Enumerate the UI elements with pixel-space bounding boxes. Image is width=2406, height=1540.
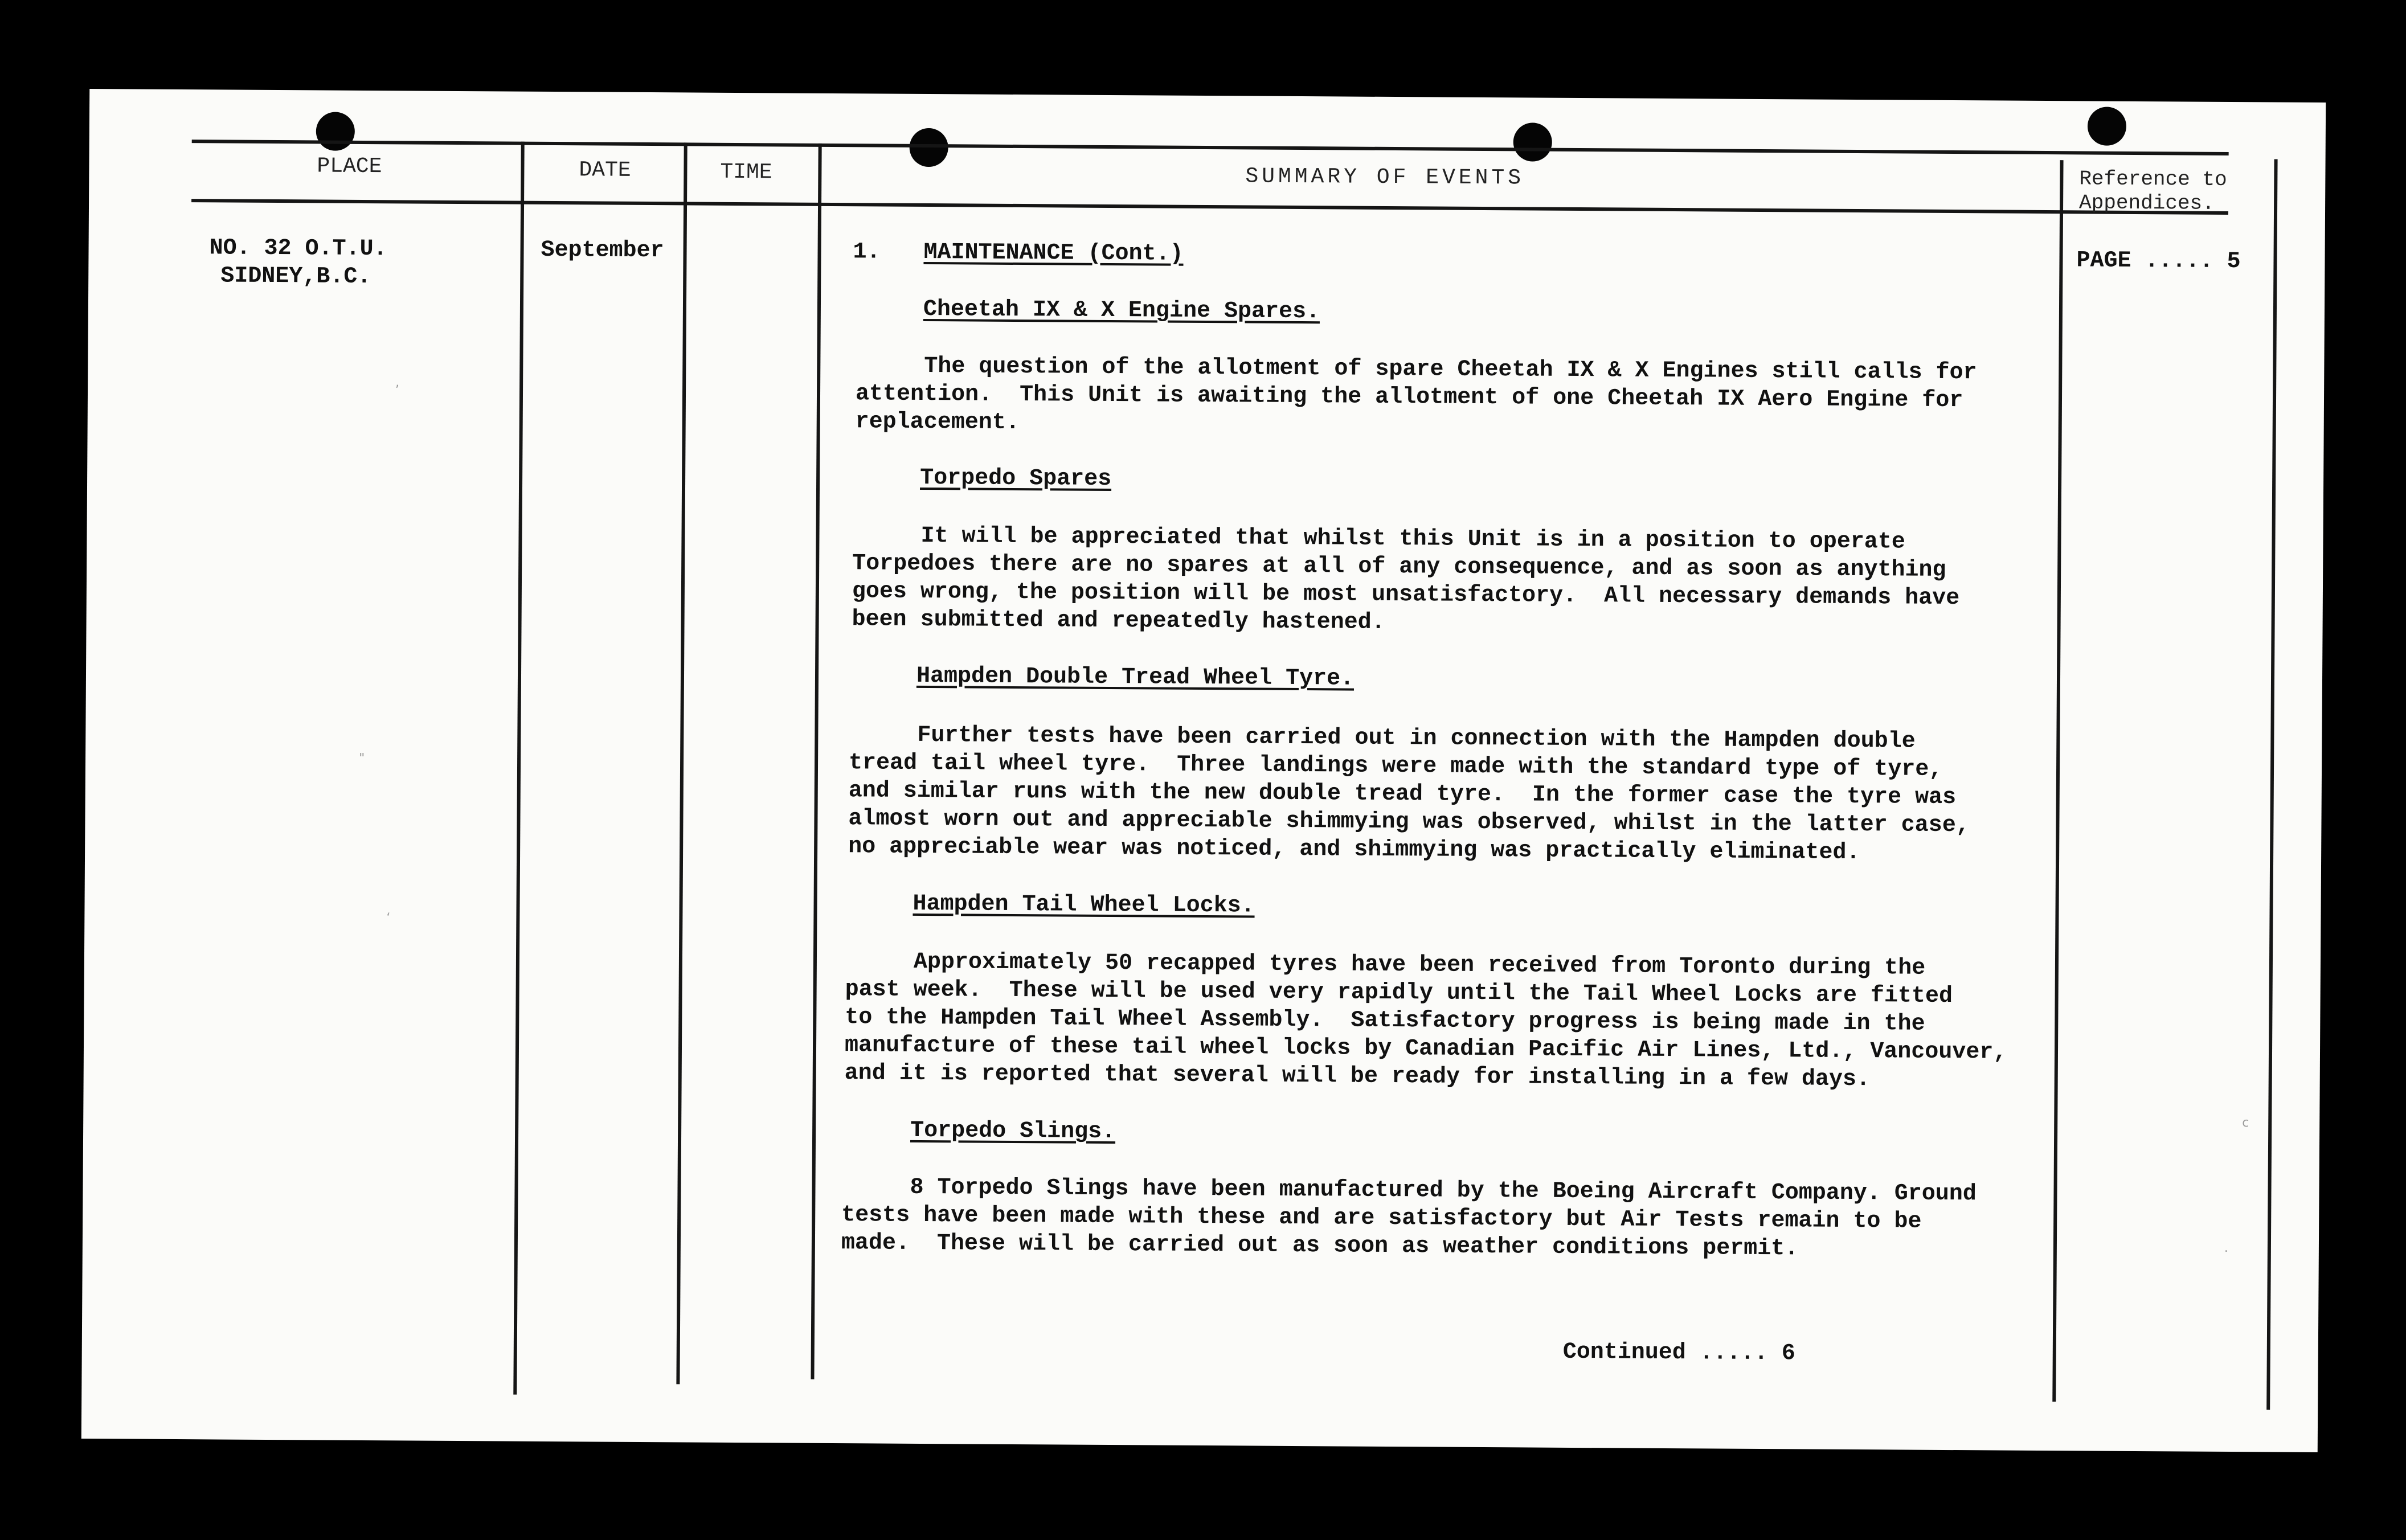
column-divider-summary-reference — [2052, 160, 2063, 1402]
scan-speck: ʻ — [386, 911, 391, 925]
place-line2: SIDNEY,B.C. — [220, 263, 371, 290]
column-divider-place-date — [513, 142, 524, 1395]
document-page — [81, 89, 2326, 1452]
section-title: MAINTENANCE (Cont.) — [923, 239, 1184, 267]
body-line: tread tail wheel tyre. Three landings were made with the standard type of tyre, — [848, 750, 1943, 783]
body-line: tests have been made with these and are satisfactory but Air Tests remain to be — [841, 1202, 1922, 1235]
body-line: almost worn out and appreciable shimmying was observed, whilst in the latter case, — [848, 806, 1970, 839]
scan-speck: . — [2224, 1240, 2228, 1256]
section-number: 1. — [853, 239, 881, 265]
scan-speck: c — [2242, 1116, 2249, 1131]
column-divider-time-summary — [811, 144, 821, 1379]
subsection-heading: Hampden Tail Wheel Locks. — [913, 891, 1255, 919]
page-right-rule — [2266, 159, 2277, 1410]
subsection-heading: Torpedo Spares — [919, 465, 1112, 493]
body-line: Approximately 50 recapped tyres have been received from Toronto during the — [845, 949, 1926, 981]
body-line: replacement. — [855, 409, 1020, 436]
header-reference-line2: Appendices. — [2078, 191, 2215, 215]
scan-speck: , — [395, 375, 400, 390]
punch-hole — [2088, 107, 2126, 145]
header-top-rule — [192, 140, 2229, 155]
header-time: TIME — [720, 159, 772, 185]
header-place: PLACE — [317, 154, 382, 179]
body-line: been submitted and repeatedly hastened. — [852, 607, 1385, 636]
body-line: to the Hampden Tail Wheel Assembly. Satisfactory progress is being made in the — [845, 1005, 1925, 1037]
scan-speck: " — [359, 751, 365, 766]
header-summary-of-events: SUMMARY OF EVENTS — [1245, 164, 1525, 191]
body-line: Torpedoes there are no spares at all of any consequence, and as soon as anything — [852, 551, 1946, 583]
body-line: goes wrong, the position will be most unsatisfactory. All necessary demands have — [852, 579, 1960, 612]
body-line: past week. These will be used very rapidly until the Tail Wheel Locks are fitted — [845, 977, 1953, 1010]
body-line: Further tests have been carried out in connection with the Hampden double — [849, 722, 1916, 755]
place-line1: NO. 32 O.T.U. — [209, 235, 387, 263]
continued-note: Continued ..... 6 — [1562, 1339, 1795, 1367]
body-line: made. These will be carried out as soon as weather conditions permit. — [841, 1230, 1799, 1262]
body-line: 8 Torpedo Slings have been manufactured by the Boeing Aircraft Company. Ground — [841, 1174, 1977, 1207]
body-line: and similar runs with the new double tread tyre. In the former case the tyre was — [848, 778, 1957, 811]
body-line: The question of the allotment of spare Cheetah IX & X Engines still calls for — [856, 353, 1977, 386]
subsection-heading: Hampden Double Tread Wheel Tyre. — [916, 663, 1355, 692]
header-date: DATE — [579, 158, 631, 183]
punch-hole — [1513, 122, 1552, 161]
page-reference: PAGE ..... 5 — [2076, 248, 2241, 275]
body-line: attention. This Unit is awaiting the allotment of one Cheetah IX Aero Engine for — [855, 381, 1963, 414]
body-line: manufacture of these tail wheel locks by Canadian Pacific Air Lines, Ltd., Vancouver, — [844, 1033, 2007, 1066]
header-reference-line1: Reference to — [2079, 167, 2227, 191]
subsection-heading: Torpedo Slings. — [910, 1117, 1116, 1145]
subsection-heading: Cheetah IX & X Engine Spares. — [923, 296, 1320, 325]
body-line: no appreciable wear was noticed, and shimmying was practically eliminated. — [848, 834, 1860, 866]
body-line: It will be appreciated that whilst this Unit is in a position to operate — [852, 523, 1905, 555]
body-line: and it is reported that several will be ready for installing in a few days. — [844, 1060, 1871, 1093]
punch-hole — [316, 112, 355, 150]
header-bottom-rule — [191, 199, 2228, 215]
column-divider-date-time — [676, 142, 687, 1384]
entry-date: September — [541, 237, 664, 264]
